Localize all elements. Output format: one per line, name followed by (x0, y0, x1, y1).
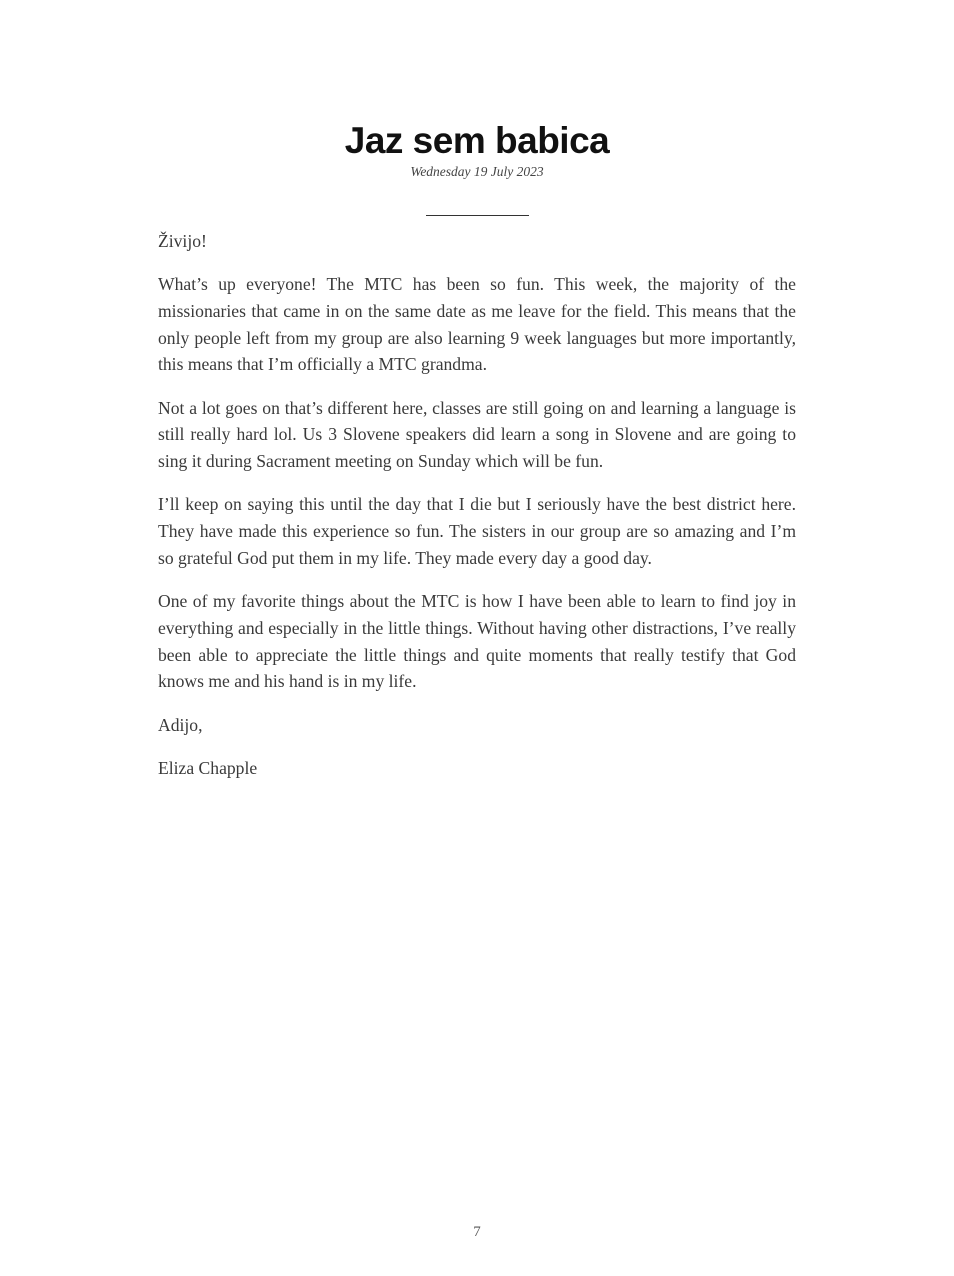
paragraph-2: Not a lot goes on that’s different here, classes are still going on and learning a language is still really hard lol. Us 3 Slovene speakers did learn a song in Slovene and are going to sing it during Sacrament meeting on Sunday which will be fun. (158, 397, 796, 472)
page-title: Jaz sem babica (344, 120, 610, 161)
title-divider (426, 215, 529, 216)
post-date: Wednesday 19 July 2023 (410, 164, 544, 179)
paragraph-4: One of my favorite things about the MTC is how I have been able to learn to find joy in everything and especially in the little things. Without having other distractions, I’ve really been able to appreciate the little things and quite moments that really testify that God knows me and his hand is in my life. (158, 591, 796, 692)
page-number: 7 (473, 1224, 481, 1240)
paragraph-1: What’s up everyone! The MTC has been so fun. This week, the majority of the missionaries that came in on the same date as me leave for the field. This means that the only people left from my group are also learning 9 week languages but more importantly, this means that I’m officially a MTC grandma. (158, 274, 796, 375)
closing: Adijo, (158, 714, 203, 735)
greeting: Živijo! (158, 231, 207, 251)
paragraph-3: I’ll keep on saying this until the day that I die but I seriously have the best district here. They have made this experience so fun. The sisters in our group are so amazing and I’m so grateful God put them in my life. They made every day a good day. (158, 494, 796, 568)
signature: Eliza Chapple (158, 757, 258, 778)
letter-body (158, 228, 796, 798)
